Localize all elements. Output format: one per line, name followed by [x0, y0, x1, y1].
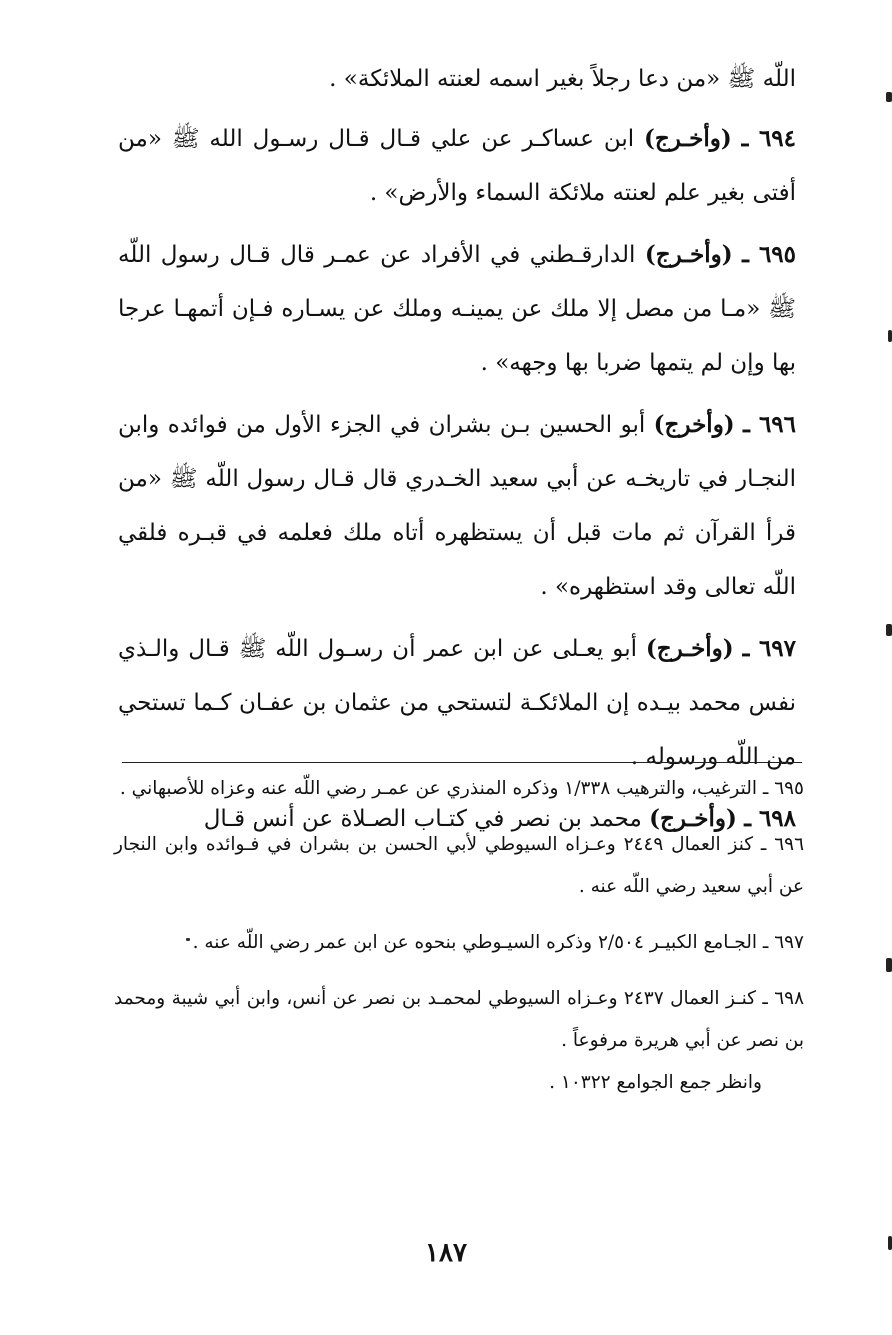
footnote-extra-reference: وانظر جمع الجوامع ١٠٣٢٢ . — [549, 1072, 762, 1093]
footnote-696 — [114, 824, 804, 908]
footnote-divider — [122, 762, 802, 763]
footnote-697 — [114, 922, 804, 964]
hadith-keyword: (وأخـرج) — [644, 241, 733, 268]
main-text-body — [118, 52, 796, 854]
footnote-text: ٦٩٨ ـ كنـز العمال ٢٤٣٧ وعـزاه السيوطي لمحمـد بن نصر عن أنس، وابن أبي شيبة ومحمد بن نصر عن أبي هريرة مرفوعاً . — [114, 988, 805, 1051]
footnote-text: ٦٩٦ ـ كنز العمال ٢٤٤٩ وعـزاه السيوطي لأبي الحسن بن بشران في فـوائده وابن النجار عن أبي سعيد رضي اللّه عنه . — [114, 834, 805, 897]
hadith-paragraph-694 — [118, 112, 796, 220]
hadith-keyword: (وأخـرج) — [644, 125, 732, 152]
paragraph-text: اللّه ﷺ «من دعا رجلاً بغير اسمه لعنته الملائكة» . — [329, 66, 796, 92]
scan-edge-mark — [888, 330, 892, 342]
hadith-keyword: (وأخـرج) — [649, 805, 737, 832]
scan-edge-mark — [886, 92, 892, 102]
page-number: ١٨٧ — [425, 1238, 467, 1268]
hadith-number: ٦٩٧ ـ — [742, 635, 797, 662]
footnote-695 — [114, 768, 804, 810]
scan-edge-mark — [888, 1236, 892, 1250]
hadith-text: ابن عساكـر عن علي قـال قـال رسـول الله ﷺ «من أفتى بغير علم لعنته ملائكة السماء والأرض» . — [118, 126, 796, 206]
hadith-keyword: (وأخـرج) — [645, 635, 734, 662]
hadith-paragraph-697 — [118, 622, 796, 784]
hadith-number: ٦٩٦ ـ — [743, 411, 797, 438]
hadith-text: أبو يعـلى عن ابن عمر أن رسـول اللّه ﷺ قـال والـذي نفس محمد بيـده إن الملائكـة لتستحي من عثمان بن عفـان كـما تستحي من اللّه ورسوله . — [118, 636, 796, 770]
hadith-paragraph-696 — [118, 398, 796, 614]
hadith-number: ٦٩٤ ـ — [741, 125, 797, 152]
paragraph-continuation — [118, 52, 796, 106]
footnote-text: ٦٩٧ ـ الجـامع الكبيـر ٢/٥٠٤ وذكره السيـوطي بنحوه عن ابن عمر رضي اللّه عنه . — [192, 932, 804, 953]
hadith-number: ٦٩٨ ـ — [744, 805, 796, 832]
hadith-text: الدارقـطني في الأفراد عن عمـر قال قـال رسول اللّه ﷺ «مـا من مصل إلا ملك عن يمينـه وملك عن يسـاره فـإن أتمهـا عرجا بها وإن لم يتمها ضربا بها وجهه» . — [118, 242, 796, 376]
footnotes-section — [114, 768, 804, 1118]
hadith-number: ٦٩٥ ـ — [742, 241, 797, 268]
scan-edge-mark — [886, 958, 892, 972]
hadith-text: أبو الحسين بـن بشران في الجزء الأول من فوائده وابن النجـار في تاريخـه عن أبي سعيد الخـدري قال قـال رسول اللّه ﷺ «من قرأ القرآن ثم مات قبل أن يستظهره أتاه ملك فعلمه في قبـره فلقي اللّه تعالى وقد استظهره» . — [118, 412, 796, 600]
footnote-text: ٦٩٥ ـ الترغيب، والترهيب ١/٣٣٨ وذكره المنذري عن عمـر رضي اللّه عنه وعزاه للأصبهاني . — [119, 778, 804, 799]
hadith-text: محمد بن نصر في كتـاب الصـلاة عن أنس قـال — [203, 806, 642, 832]
scan-speck — [186, 938, 190, 941]
hadith-keyword: (وأخرج) — [653, 411, 735, 438]
hadith-paragraph-695 — [118, 228, 796, 390]
footnote-698 — [114, 978, 804, 1104]
scan-edge-mark — [886, 624, 892, 636]
